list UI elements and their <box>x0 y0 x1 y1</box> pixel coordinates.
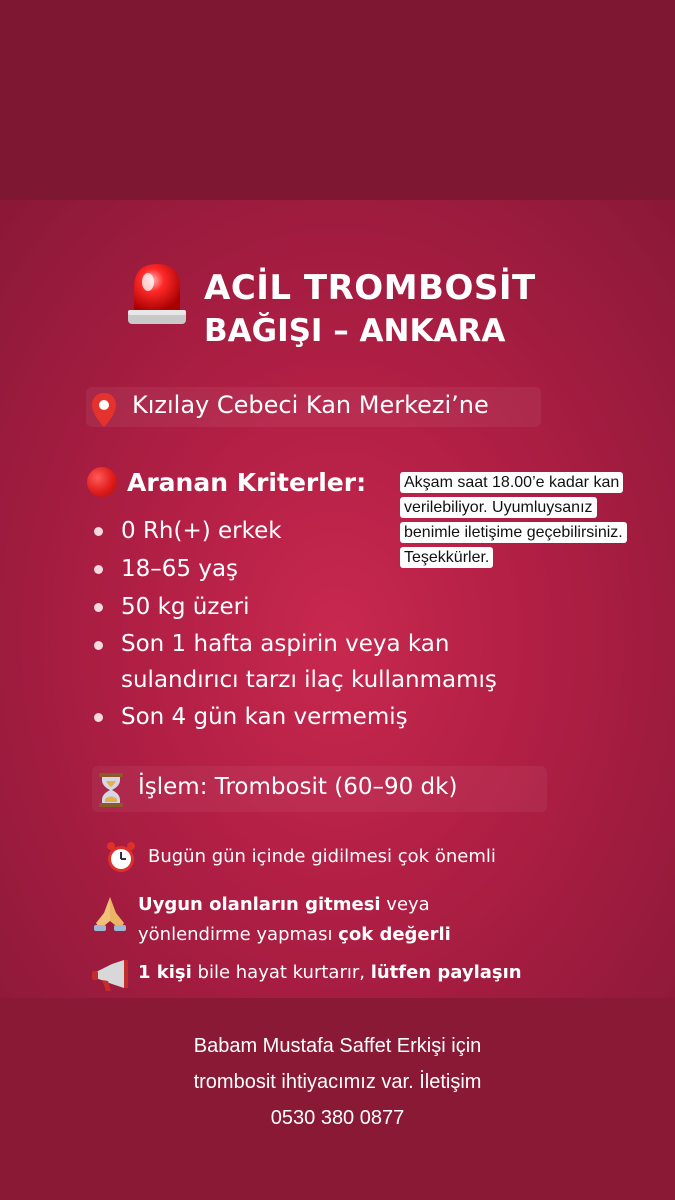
list-item: Son 4 gün kan vermemiş <box>92 698 497 736</box>
bullet-icon <box>94 713 103 722</box>
poster-title <box>204 268 536 350</box>
alarm-clock-icon <box>104 840 138 874</box>
share-note: 1 kişi bile hayat kurtarır, lütfen paylaşın <box>138 962 522 983</box>
eligible-note-line-2: yönlendirme yapması çok değerli <box>138 924 451 945</box>
hourglass-icon <box>96 772 126 808</box>
folded-hands-icon <box>90 893 130 933</box>
overlay-line-2: verilebiliyor. Uyumluysanız <box>400 497 597 518</box>
megaphone-icon <box>90 958 130 994</box>
title-line-1: ACİL TROMBOSİT <box>204 268 536 308</box>
today-note: Bugün gün içinde gidilmesi çok önemli <box>148 846 496 867</box>
caption-line-2: trombosit ihtiyacımız var. İletişim <box>193 1071 482 1093</box>
story-caption <box>0 1028 675 1136</box>
process-row <box>92 766 547 812</box>
list-item: 0 Rh(+) erkek <box>92 512 497 550</box>
location-row <box>86 387 541 427</box>
overlay-line-1: Akşam saat 18.00’e kadar kan <box>400 472 623 493</box>
caption-phone-number: 0530 380 0877 <box>270 1107 405 1129</box>
list-item: Son 1 hafta aspirin veya kan sulandırıcı tarzı ilaç kullanmamış <box>92 626 497 698</box>
location-pin-icon <box>90 391 118 429</box>
bullet-icon <box>94 527 103 536</box>
location-text: Kızılay Cebeci Kan Merkezi’ne <box>132 391 489 419</box>
list-item: 18–65 yaş <box>92 550 497 588</box>
eligible-note-line-1: Uygun olanların gitmesi veya <box>138 894 430 915</box>
criteria-heading <box>87 468 366 497</box>
story-text-overlay <box>400 470 650 570</box>
top-background-band <box>0 0 675 200</box>
list-item: 50 kg üzeri <box>92 588 497 626</box>
bullet-icon <box>94 603 103 612</box>
title-line-2: BAĞIŞI – ANKARA <box>204 312 506 349</box>
bullet-icon <box>94 565 103 574</box>
donation-poster <box>0 200 675 998</box>
rotating-light-icon <box>126 258 188 330</box>
caption-line-1: Babam Mustafa Saffet Erkişi için <box>193 1035 482 1057</box>
process-text: İşlem: Trombosit (60–90 dk) <box>138 774 458 800</box>
bullet-icon <box>94 641 103 650</box>
overlay-line-3: benimle iletişime geçebilirsiniz. <box>400 522 627 543</box>
criteria-heading-text: Aranan Kriterler: <box>127 468 367 497</box>
overlay-line-4: Teşekkürler. <box>400 547 493 568</box>
red-circle-icon <box>87 467 117 497</box>
